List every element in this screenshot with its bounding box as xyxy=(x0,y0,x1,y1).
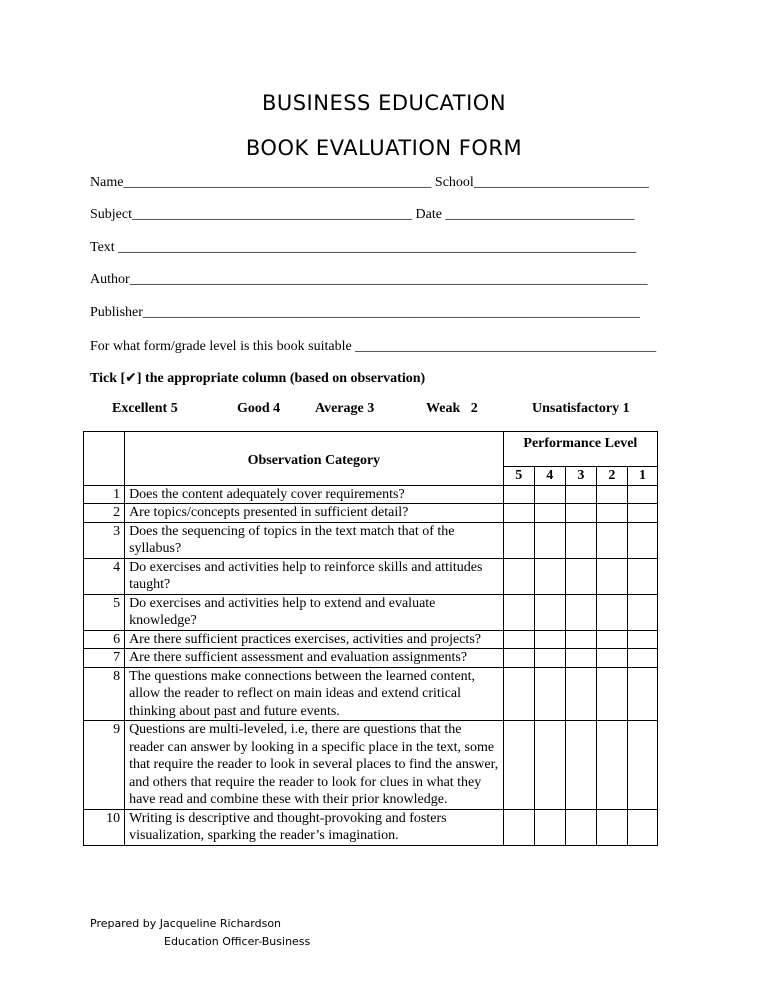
table-row xyxy=(84,504,658,523)
rating-cell[interactable] xyxy=(534,558,565,594)
rating-cell[interactable] xyxy=(534,504,565,523)
rating-cell[interactable] xyxy=(627,649,657,668)
rating-cell[interactable] xyxy=(596,649,627,668)
level-average: Average 3 xyxy=(315,401,375,416)
instruction-prefix: Tick [ xyxy=(90,371,126,386)
rating-cell[interactable] xyxy=(534,667,565,721)
name-school-field[interactable]: Name____________________________________________ School_________________________ xyxy=(90,175,649,190)
rating-cell[interactable] xyxy=(627,721,657,810)
rating-cell[interactable] xyxy=(503,649,534,668)
observation-rows xyxy=(84,485,658,845)
rating-cell[interactable] xyxy=(596,630,627,649)
rating-cell[interactable] xyxy=(627,485,657,504)
rating-cell[interactable] xyxy=(565,630,596,649)
level-col-header: 3 xyxy=(565,467,596,486)
row-criterion: Does the sequencing of topics in the text match that of the syllabus? xyxy=(125,522,504,558)
rating-cell[interactable] xyxy=(565,809,596,845)
row-number: 10 xyxy=(84,809,125,845)
preparer-position: Education Officer-Business xyxy=(164,935,311,948)
row-criterion: Are there sufficient assessment and evaluation assignments? xyxy=(125,649,504,668)
rating-cell[interactable] xyxy=(534,522,565,558)
rating-cell[interactable] xyxy=(596,522,627,558)
rating-cell[interactable] xyxy=(534,594,565,630)
rating-cell[interactable] xyxy=(565,485,596,504)
category-header: Observation Category xyxy=(125,432,504,486)
level-excellent: Excellent 5 xyxy=(112,401,178,416)
row-criterion: The questions make connections between the learned content, allow the reader to reflect on main ideas and extend critical thinking about past and future events. xyxy=(125,667,504,721)
rating-cell[interactable] xyxy=(565,522,596,558)
rating-cell[interactable] xyxy=(534,809,565,845)
rating-cell[interactable] xyxy=(503,630,534,649)
checkmark-icon: ✔ xyxy=(125,370,137,386)
rating-cell[interactable] xyxy=(534,649,565,668)
row-number: 3 xyxy=(84,522,125,558)
rating-cell[interactable] xyxy=(503,504,534,523)
row-number: 9 xyxy=(84,721,125,810)
text-field[interactable]: Text __________________________________________________________________________ xyxy=(90,240,637,255)
header-num-cell xyxy=(84,432,125,486)
row-number: 8 xyxy=(84,667,125,721)
row-criterion: Questions are multi-leveled, i.e, there are questions that the reader can answer by looking in a specific place in the text, some that require the reader to look in several places to find the answer, and others that require the reader to look for clues in what they have read and combine these with their prior knowledge. xyxy=(125,721,504,810)
instruction-line xyxy=(90,370,425,387)
rating-cell[interactable] xyxy=(503,809,534,845)
rating-cell[interactable] xyxy=(627,504,657,523)
row-criterion: Does the content adequately cover requirements? xyxy=(125,485,504,504)
author-field[interactable]: Author__________________________________________________________________________ xyxy=(90,272,648,287)
rating-cell[interactable] xyxy=(565,721,596,810)
level-col-header: 5 xyxy=(503,467,534,486)
row-number: 1 xyxy=(84,485,125,504)
rating-cell[interactable] xyxy=(503,558,534,594)
form-title-line2: BOOK EVALUATION FORM xyxy=(245,136,523,160)
row-criterion: Are there sufficient practices exercises, activities and projects? xyxy=(125,630,504,649)
row-criterion: Writing is descriptive and thought-provoking and fosters visualization, sparking the reader’s imagination. xyxy=(125,809,504,845)
rating-cell[interactable] xyxy=(565,504,596,523)
rating-cell[interactable] xyxy=(596,558,627,594)
rating-cell[interactable] xyxy=(503,667,534,721)
table-row xyxy=(84,809,658,845)
row-criterion: Do exercises and activities help to reinforce skills and attitudes taught? xyxy=(125,558,504,594)
row-number: 5 xyxy=(84,594,125,630)
table-row xyxy=(84,667,658,721)
table-row xyxy=(84,558,658,594)
table-row xyxy=(84,522,658,558)
performance-header: Performance Level xyxy=(503,432,657,467)
rating-cell[interactable] xyxy=(627,522,657,558)
rating-cell[interactable] xyxy=(534,721,565,810)
grade-level-field[interactable]: For what form/grade level is this book suitable ___________________________________________ xyxy=(90,339,657,354)
rating-cell[interactable] xyxy=(534,630,565,649)
rating-cell[interactable] xyxy=(596,721,627,810)
rating-cell[interactable] xyxy=(627,667,657,721)
table-row xyxy=(84,594,658,630)
row-criterion: Do exercises and activities help to extend and evaluate knowledge? xyxy=(125,594,504,630)
prepared-by: Prepared by Jacqueline Richardson xyxy=(90,917,282,930)
rating-cell[interactable] xyxy=(565,667,596,721)
rating-cell[interactable] xyxy=(596,485,627,504)
rating-cell[interactable] xyxy=(503,485,534,504)
row-number: 7 xyxy=(84,649,125,668)
rating-cell[interactable] xyxy=(503,721,534,810)
observation-table xyxy=(83,431,658,846)
rating-cell[interactable] xyxy=(503,522,534,558)
table-row xyxy=(84,485,658,504)
instruction-suffix: ] the appropriate column (based on observation) xyxy=(136,371,426,386)
row-number: 2 xyxy=(84,504,125,523)
rating-cell[interactable] xyxy=(627,809,657,845)
rating-cell[interactable] xyxy=(596,594,627,630)
rating-cell[interactable] xyxy=(565,594,596,630)
rating-cell[interactable] xyxy=(565,558,596,594)
row-criterion: Are topics/concepts presented in sufficient detail? xyxy=(125,504,504,523)
level-good: Good 4 xyxy=(237,401,281,416)
level-col-header: 1 xyxy=(627,467,657,486)
row-number: 6 xyxy=(84,630,125,649)
subject-date-field[interactable]: Subject________________________________________ Date ___________________________ xyxy=(90,207,635,222)
row-number: 4 xyxy=(84,558,125,594)
table-row xyxy=(84,721,658,810)
rating-cell[interactable] xyxy=(596,809,627,845)
form-title-line1: BUSINESS EDUCATION xyxy=(261,91,507,115)
level-unsatisfactory: Unsatisfactory 1 xyxy=(532,401,630,416)
level-col-header: 4 xyxy=(534,467,565,486)
rating-cell[interactable] xyxy=(565,649,596,668)
publisher-field[interactable]: Publisher_______________________________________________________________________ xyxy=(90,305,640,320)
rating-cell[interactable] xyxy=(534,485,565,504)
table-row xyxy=(84,649,658,668)
rating-cell[interactable] xyxy=(627,630,657,649)
rating-cell[interactable] xyxy=(596,504,627,523)
rating-cell[interactable] xyxy=(503,594,534,630)
rating-cell[interactable] xyxy=(596,667,627,721)
rating-cell[interactable] xyxy=(627,594,657,630)
rating-cell[interactable] xyxy=(627,558,657,594)
level-weak: Weak 2 xyxy=(426,401,478,416)
table-row xyxy=(84,630,658,649)
level-col-header: 2 xyxy=(596,467,627,486)
